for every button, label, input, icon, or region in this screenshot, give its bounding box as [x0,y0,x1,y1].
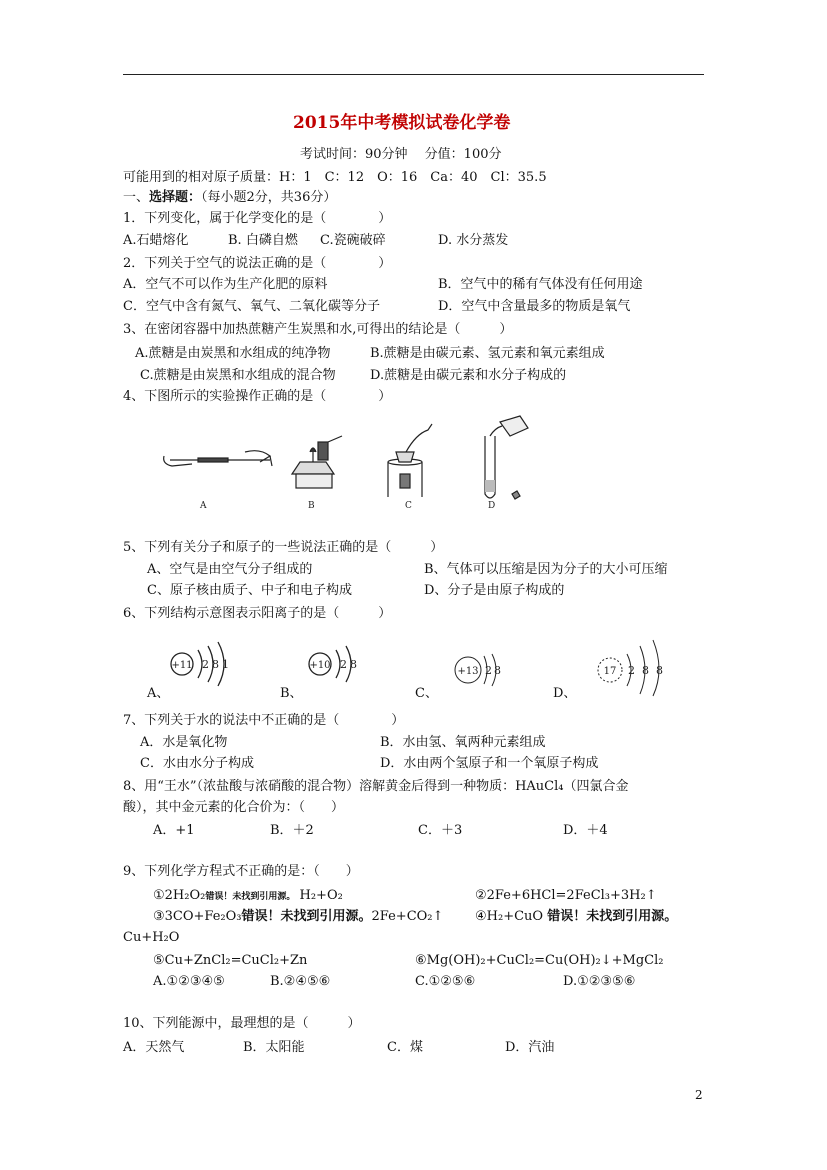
q5-option-b: B、气体可以压缩是因为分子的大小可压缩 [424,562,668,577]
q9-stem: 9、下列化学方程式不正确的是：（ ） [123,864,359,879]
q5-option-a: A、空气是由空气分子组成的 [147,562,313,577]
q1-option-a: A.石蜡熔化 [123,233,189,248]
q6-stem: 6、下列结构示意图表示阳离子的是（ ） [123,606,392,621]
q4-figure-b [292,436,342,511]
q6-label-c: C、 [415,686,438,701]
q6-b-shell-2: 8 [350,658,357,671]
q10-stem: 10、下列能源中，最理想的是（ ） [123,1016,361,1031]
q9-equation-1: ①2H₂O₂错误！未找到引用源。 H₂+O₂ [153,888,343,903]
q8-option-b: B．＋2 [270,823,314,838]
q5-option-d: D、分子是由原子构成的 [424,583,565,598]
q9-equation-5: ⑤Cu+ZnCl₂=CuCl₂+Zn [153,953,308,968]
q2-stem: 2．下列关于空气的说法正确的是（ ） [123,256,392,271]
q1-option-c: C.瓷碗破碎 [320,233,386,248]
q8-stem-line1: 8、用“王水”（浓盐酸与浓硝酸的混合物）溶解黄金后得到一种物质：HAuCl₄（四氯合金 [123,779,629,794]
q2-option-b: B．空气中的稀有气体没有任何用途 [438,277,643,292]
q5-stem: 5、下列有关分子和原子的一些说法正确的是（ ） [123,540,444,555]
header-rule [123,74,704,75]
q1-option-d: D. 水分蒸发 [438,233,509,248]
q4-stem: 4、下图所示的实验操作正确的是（ ） [123,389,392,404]
q4-label-c: C [405,501,412,511]
q6-b-nucleus: +10 [309,660,331,671]
q9-eq1-error: 错误！未找到引用源。 [205,892,296,902]
page-number: 2 [695,1088,703,1102]
q2-option-a: A．空气不可以作为生产化肥的原料 [123,277,328,292]
q9-equation-4: ④H₂+CuO 错误！未找到引用源。 [475,909,678,924]
q6-diagram-b [309,646,357,682]
q7-stem: 7、下列关于水的说法中不正确的是（ ） [123,713,405,728]
q6-c-nucleus: +13 [457,666,479,677]
q10-option-c: C．煤 [387,1040,423,1055]
q6-a-shell-2: 8 [212,658,219,671]
q4-label-a: A [200,501,207,511]
q3-option-c: C.蔗糖是由炭黑和水组成的混合物 [140,368,336,383]
q4-label-d: D [488,501,496,511]
q6-diagram-d [598,640,663,696]
q2-option-c: C．空气中含有氮气、氧气、二氧化碳等分子 [123,299,380,314]
q10-option-d: D．汽油 [505,1040,555,1055]
q7-option-a: A．水是氧化物 [140,735,228,750]
q6-atomic-structure-figure [140,632,680,702]
q6-label-a: A、 [147,686,170,701]
q6-diagram-a [171,642,229,686]
q6-label-d: D、 [553,686,577,701]
q4-figure-d [485,416,528,511]
q4-figure-a [164,451,272,511]
q1-stem: 1．下列变化，属于化学变化的是（ ） [123,211,392,226]
q6-b-shell-1: 2 [340,658,347,671]
q9-option-d: D.①②③⑤⑥ [563,974,636,989]
q6-diagram-c [455,654,501,686]
q9-option-c: C.①②⑤⑥ [415,974,476,989]
q9-equation-6: ⑥Mg(OH)₂+CuCl₂=Cu(OH)₂↓+MgCl₂ [415,953,664,968]
section-title: 选择题： [149,190,202,205]
q4-figure-c [388,424,432,511]
q9-eq4-error: 错误！未找到引用源。 [547,909,678,924]
atomic-mass-line: 可能用到的相对原子质量：H：1 C：12 O：16 Ca：40 Cl：35.5 [123,170,547,185]
q8-option-a: A．+1 [153,823,195,838]
q4-label-b: B [308,501,315,511]
q8-stem-line2: 酸），其中金元素的化合价为：（ ） [123,800,345,815]
q9-equation-2: ②2Fe+6HCl=2FeCl₃+3H₂↑ [475,888,657,903]
q8-option-c: C．＋3 [418,823,463,838]
q3-option-b: B.蔗糖是由碳元素、氢元素和氧元素组成 [370,346,605,361]
q7-option-d: D．水由两个氢原子和一个氧原子构成 [380,756,599,771]
q6-a-shell-1: 2 [202,658,209,671]
q3-option-a: A.蔗糖是由炭黑和水组成的纯净物 [135,346,331,361]
q9-equation-4-continued: Cu+H₂O [123,930,180,945]
q6-d-shell-1: 2 [628,664,635,677]
q6-c-shell-1: 2 [485,664,492,677]
q5-option-c: C、原子核由质子、中子和电子构成 [147,583,352,598]
q3-option-d: D.蔗糖是由碳元素和水分子构成的 [370,368,567,383]
q6-label-b: B、 [280,686,303,701]
q9-equation-3: ③3CO+Fe₂O₃错误！未找到引用源。2Fe+CO₂↑ [153,909,444,924]
q9-eq3-error: 错误！未找到引用源。 [241,909,372,924]
q6-d-nucleus: 17 [603,666,617,677]
q3-stem: 3、在密闭容器中加热蔗糖产生炭黑和水,可得出的结论是（ ） [123,322,513,337]
q2-option-d: D．空气中含量最多的物质是氧气 [438,299,631,314]
q6-a-nucleus: +11 [171,660,193,671]
q7-option-b: B．水由氢、氧两种元素组成 [380,735,546,750]
q1-option-b: B. 白磷自燃 [228,233,298,248]
exam-info: 考试时间：90分钟 分值：100分 [300,147,502,162]
q10-option-a: A．天然气 [123,1040,185,1055]
page-title: 2015年中考模拟试卷化学卷 [293,113,511,133]
q6-d-shell-2: 8 [642,664,649,677]
q10-option-b: B．太阳能 [243,1040,305,1055]
q6-a-shell-3: 1 [222,658,229,671]
q7-option-c: C．水由水分子构成 [140,756,254,771]
q9-option-b: B.②④⑤⑥ [270,974,331,989]
q8-option-d: D．＋4 [563,823,608,838]
q6-c-shell-2: 8 [494,664,501,677]
q6-d-shell-3: 8 [656,664,663,677]
q9-option-a: A.①②③④⑤ [153,974,225,989]
section-heading: 一、选择题：（每小题2分，共36分） [123,190,337,205]
q4-lab-operations-figure [150,412,540,522]
